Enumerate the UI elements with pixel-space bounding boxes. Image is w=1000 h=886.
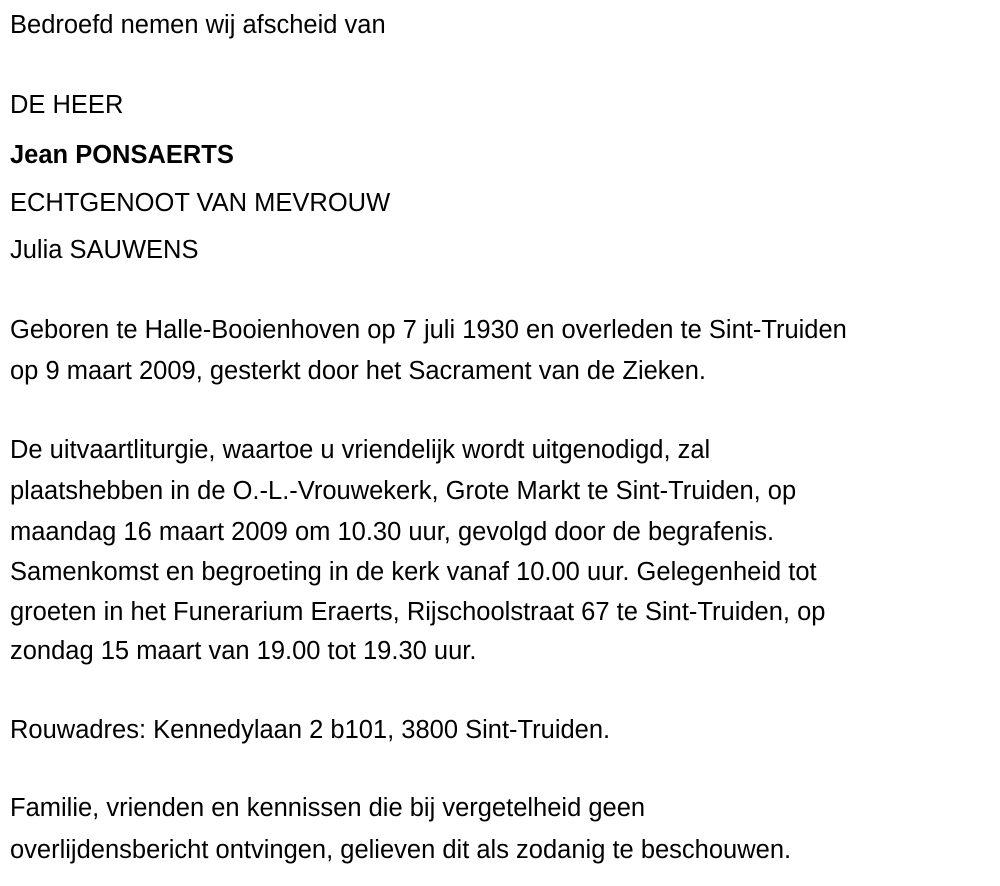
closing-line: Familie, vrienden en kennissen die bij vergetelheid geen <box>10 794 646 822</box>
relation-line: ECHTGENOOT VAN MEVROUW <box>10 189 391 217</box>
funeral-line: Samenkomst en begroeting in de kerk vanaf 10.00 uur. Gelegenheid tot <box>10 558 817 586</box>
birth-death-line: Geboren te Halle-Booienhoven op 7 juli 1930 en overleden te Sint-Truiden <box>10 316 847 344</box>
address-line: Rouwadres: Kennedylaan 2 b101, 3800 Sint-Truiden. <box>10 716 611 744</box>
funeral-line: groeten in het Funerarium Eraerts, Rijschoolstraat 67 te Sint-Truiden, op <box>10 598 826 626</box>
funeral-line: plaatshebben in de O.-L.-Vrouwekerk, Grote Markt te Sint-Truiden, op <box>10 477 797 505</box>
closing-line: overlijdensbericht ontvingen, gelieven dit als zodanig te beschouwen. <box>10 836 792 864</box>
deceased-name: Jean PONSAERTS <box>10 141 234 169</box>
title-line: DE HEER <box>10 91 124 119</box>
funeral-line: zondag 15 maart van 19.00 tot 19.30 uur. <box>10 637 477 665</box>
birth-death-line: op 9 maart 2009, gesterkt door het Sacrament van de Zieken. <box>10 357 706 385</box>
spouse-name: Julia SAUWENS <box>10 236 199 264</box>
funeral-line: maandag 16 maart 2009 om 10.30 uur, gevolgd door de begrafenis. <box>10 518 775 546</box>
funeral-line: De uitvaartliturgie, waartoe u vriendelijk wordt uitgenodigd, zal <box>10 436 711 464</box>
intro-line: Bedroefd nemen wij afscheid van <box>10 11 386 39</box>
